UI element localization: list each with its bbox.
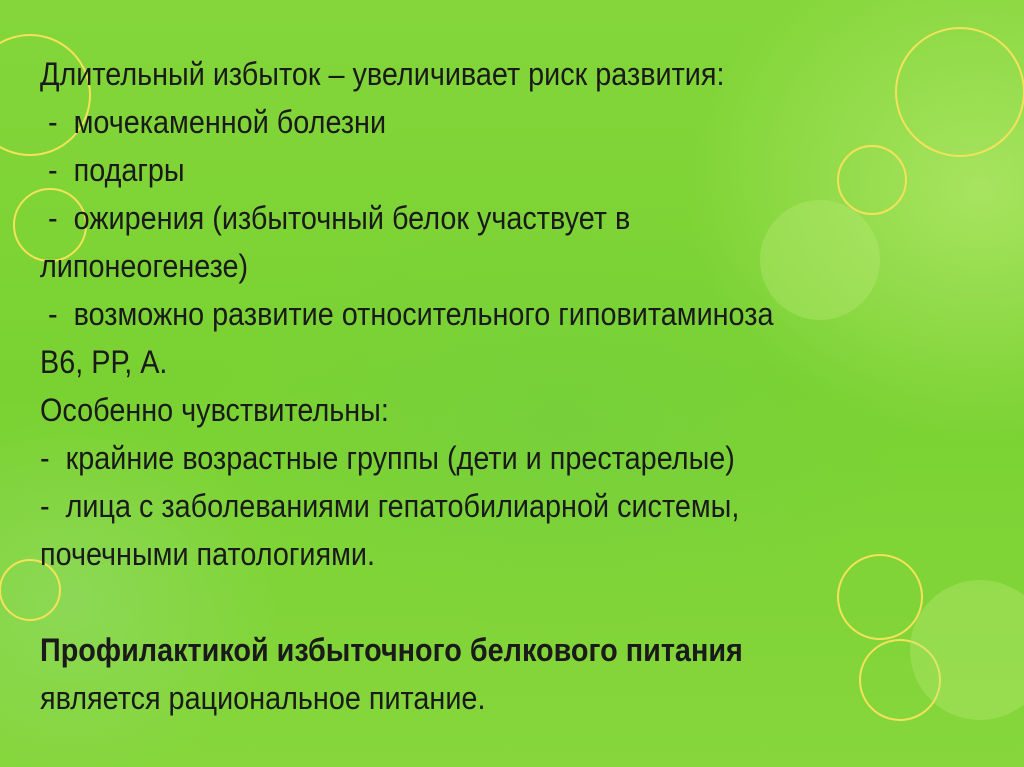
list-item: - лица с заболеваниями гепатобилиарной системы, xyxy=(40,488,740,524)
text-line: Особенно чувствительны: xyxy=(40,392,389,428)
list-item: - мочекаменной болезни xyxy=(40,104,387,140)
text-line: Длительный избыток – увеличивает риск развития: xyxy=(40,56,725,92)
conclusion-text: является рациональное питание. xyxy=(40,680,486,716)
list-item: - возможно развитие относительного гиповитаминоза xyxy=(40,296,774,332)
spacer xyxy=(40,578,904,626)
conclusion-bold: Профилактикой избыточного белкового питания xyxy=(40,632,743,668)
list-item: - крайние возрастные группы (дети и престарелые) xyxy=(40,440,735,476)
list-item-continuation: В6, РР, А. xyxy=(40,344,168,380)
list-item: - подагры xyxy=(40,152,185,188)
list-item: - ожирения (избыточный белок участвует в xyxy=(40,200,631,236)
list-item-continuation: липонеогенезе) xyxy=(40,248,249,284)
bubble-circle xyxy=(896,28,1024,156)
slide-text xyxy=(40,50,904,722)
bubble-blob xyxy=(910,580,1024,720)
list-item-continuation: почечными патологиями. xyxy=(40,536,375,572)
